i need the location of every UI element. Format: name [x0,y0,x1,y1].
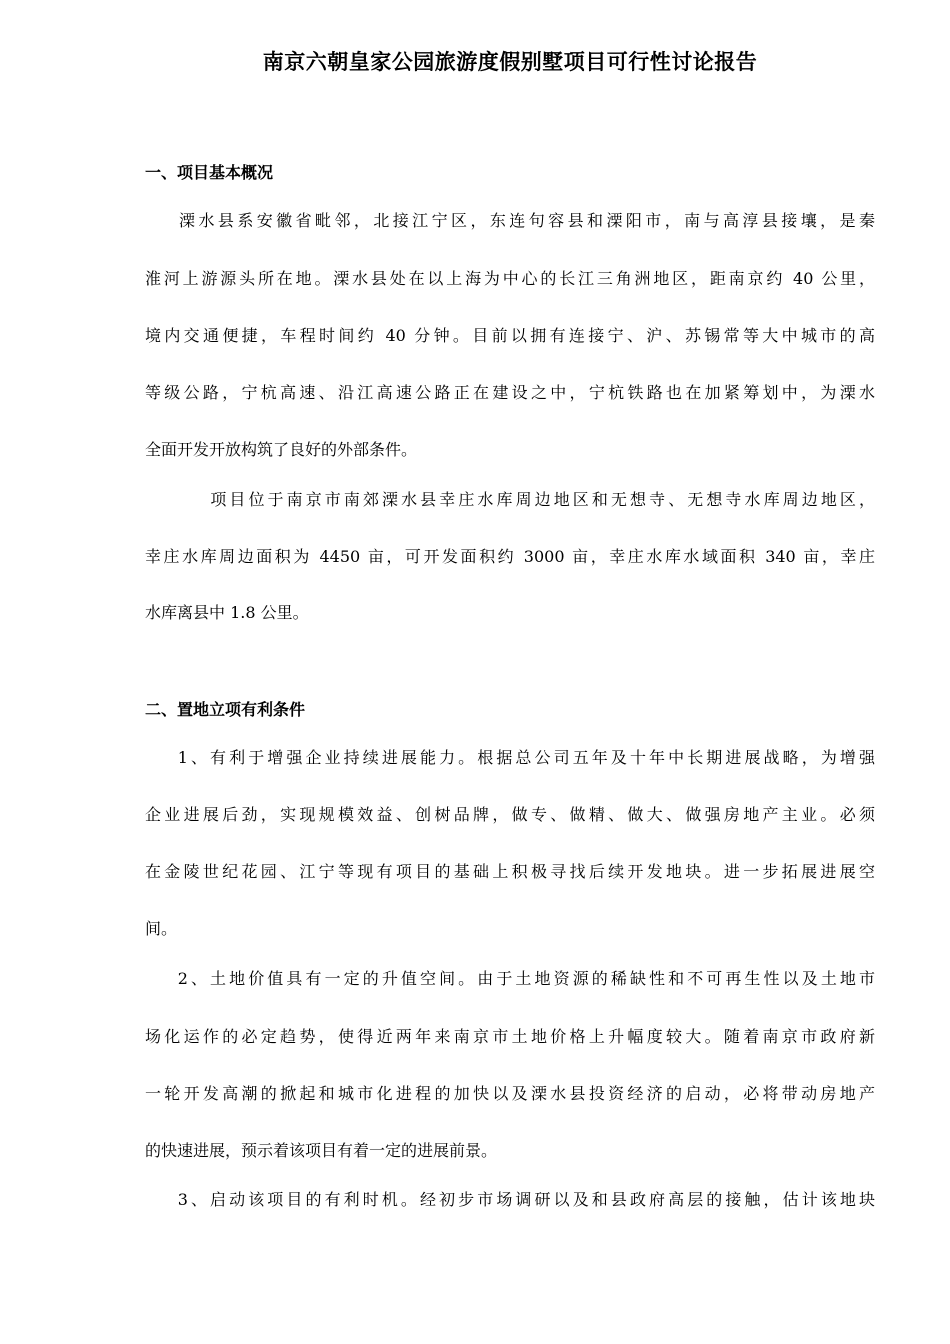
paragraph-line: 溧水县系安徽省毗邻，北接江宁区，东连句容县和溧阳市，南与高淳县接壤，是秦 [145,211,875,230]
paragraph-line: 项目位于南京市南郊溧水县幸庄水库周边地区和无想寺、无想寺水库周边地区， [145,490,875,509]
paragraph-line: 场化运作的必定趋势，使得近两年来南京市土地价格上升幅度较大。随着南京市政府新 [145,1027,875,1046]
document-title: 南京六朝皇家公园旅游度假别墅项目可行性讨论报告 [262,50,758,74]
paragraph-line: 2、土地价值具有一定的升值空间。由于土地资源的稀缺性和不可再生性以及土地市 [145,969,875,988]
paragraph-line: 等级公路，宁杭高速、沿江高速公路正在建设之中，宁杭铁路也在加紧筹划中，为溧水 [145,383,875,402]
paragraph-line: 一轮开发高潮的掀起和城市化进程的加快以及溧水县投资经济的启动，必将带动房地产 [145,1084,875,1103]
paragraph-line: 1、有利于增强企业持续进展能力。根据总公司五年及十年中长期进展战略，为增强 [145,748,875,767]
paragraph-line: 全面开发开放构筑了良好的外部条件。 [145,440,418,459]
paragraph-line: 水库离县中 1.8 公里。 [145,603,309,622]
paragraph-line: 企业进展后劲，实现规模效益、创树品牌，做专、做精、做大、做强房地产主业。必须 [145,805,875,824]
paragraph-line: 在金陵世纪花园、江宁等现有项目的基础上积极寻找后续开发地块。进一步拓展进展空 [145,862,875,881]
section-heading-overview: 一、项目基本概况 [145,163,274,182]
paragraph-line: 3、启动该项目的有利时机。经初步市场调研以及和县政府高层的接触，估计该地块 [145,1190,875,1209]
paragraph-line: 淮河上游源头所在地。溧水县处在以上海为中心的长江三角洲地区，距南京约 40 公里， [145,269,875,288]
paragraph-line: 幸庄水库周边面积为 4450 亩，可开发面积约 3000 亩，幸庄水库水域面积 340 亩，幸庄 [145,547,875,566]
paragraph-line: 境内交通便捷，车程时间约 40 分钟。目前以拥有连接宁、沪、苏锡常等大中城市的高 [145,326,875,345]
paragraph-line: 间。 [145,919,178,938]
section-heading-conditions: 二、置地立项有利条件 [145,700,306,719]
paragraph-line: 的快速进展，预示着该项目有着一定的进展前景。 [145,1141,498,1160]
